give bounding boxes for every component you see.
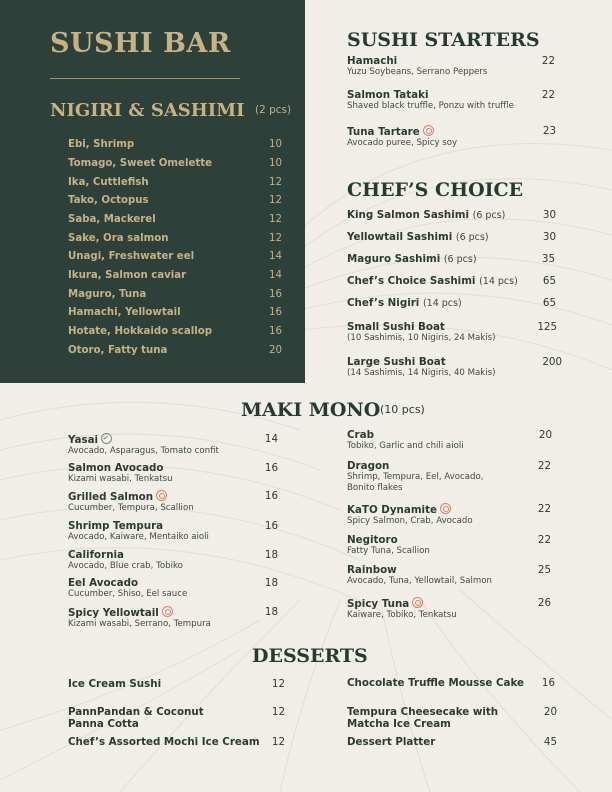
item-name: Hotate, Hokkaido scallop [68,326,212,337]
item-desc: Kizami wasabi, Tenkatsu [68,474,173,484]
item-name: Saba, Mackerel [68,214,156,225]
starter-item [347,89,555,112]
item-qty: (14 pcs) [422,298,462,309]
item-desc: Avocado, Blue crab, Tobiko [68,561,183,571]
chefs-choice-item [347,321,557,344]
page-title: SUSHI BAR [50,28,231,59]
item-name: Dessert Platter [347,736,436,748]
item-name: Dragon [347,460,390,472]
item-price: 12 [269,214,282,225]
item-name: Chef’s Assorted Mochi Ice Cream [68,736,260,748]
item-price: 16 [269,289,282,300]
chefs-choice-item [347,356,562,379]
item-price: 45 [543,736,557,748]
item-price: 200 [542,356,562,368]
item-name: Ikura, Salmon caviar [68,270,187,281]
item-price: 20 [269,345,282,356]
item-price: 14 [264,433,278,445]
item-price: 22 [537,460,551,472]
item-price: 22 [537,503,551,515]
item-desc: Cucumber, Shiso, Eel sauce [68,589,188,599]
maki-item [347,429,552,452]
item-desc: Shrimp, Tempura, Eel, Avocado, [347,472,484,482]
item-name: Salmon Avocado [68,462,164,474]
item-name: PannPandan & Coconut [68,706,204,718]
item-price: 18 [264,549,278,561]
spicy-roll-icon [162,606,173,617]
item-price: 10 [269,139,282,150]
nigiri-item [68,214,282,225]
maki-item [68,433,278,457]
nigiri-item [68,158,282,169]
item-price: 26 [537,597,551,609]
maki-section-title: MAKI MONO [241,399,381,421]
item-price: 16 [264,520,278,532]
item-price: 22 [541,55,555,67]
item-name: Eel Avocado [68,577,139,589]
item-desc: Cucumber, Tempura, Scallion [68,503,194,513]
item-desc: Avocado, Asparagus, Tomato confit [68,446,219,456]
item-price: 12 [271,706,285,718]
item-name: Sake, Ora salmon [68,233,169,244]
item-name: Spicy Yellowtail [68,607,159,619]
item-name-line2: Panna Cotta [68,718,139,730]
item-desc: Yuzu Soybeans, Serrano Peppers [347,67,488,77]
item-name: Ice Cream Sushi [68,678,162,690]
vegetarian-icon [101,433,112,444]
item-desc: Kizami wasabi, Serrano, Tempura [68,619,211,629]
item-name: Chocolate Truffle Mousse Cake [347,677,525,689]
item-desc: Shaved black truffle, Ponzu with truffle [347,101,514,111]
item-price: 22 [537,534,551,546]
chefs-choice-item [347,231,556,243]
item-name: Tomago, Sweet Omelette [68,158,213,169]
nigiri-item [68,251,282,262]
item-price: 20 [538,429,552,441]
item-name: Salmon Tataki [347,89,429,101]
item-price: 14 [269,251,282,262]
maki-item [347,503,551,527]
nigiri-item [68,195,282,206]
item-price: 12 [271,678,285,690]
item-desc: Avocado, Kaiware, Mentaiko aioli [68,532,209,542]
item-desc: Kaiware, Tobiko, Tenkatsu [347,610,457,620]
item-name: Large Sushi Boat [347,356,446,368]
nigiri-item [68,326,282,337]
item-name: Ika, Cuttlefish [68,177,149,188]
maki-item [68,520,278,543]
item-name: Yasai [68,434,99,446]
chefs-choice-item [347,275,556,287]
item-name: Crab [347,429,374,441]
item-desc: Fatty Tuna, Scallion [347,546,430,556]
spicy-roll-icon [156,490,167,501]
item-name: Tako, Octopus [68,195,149,206]
item-name: Negitoro [347,534,398,546]
item-desc: (10 Sashimis, 10 Nigiris, 24 Makis) [347,333,496,343]
item-price: 25 [537,564,551,576]
item-price: 65 [542,297,556,309]
item-name: King Salmon Sashimi [347,209,470,221]
maki-item [68,490,278,514]
item-name: Tuna Tartare [347,126,420,138]
item-price: 14 [269,270,282,281]
item-price: 12 [271,736,285,748]
item-desc: Spicy Salmon, Crab, Avocado [347,516,473,526]
spicy-roll-icon [440,503,451,514]
item-price: 22 [541,89,555,101]
item-price: 30 [542,209,556,221]
item-price: 35 [541,253,555,265]
chefs-choice-item [347,297,556,309]
nigiri-item [68,139,282,150]
maki-item [68,577,278,600]
nigiri-item [68,177,282,188]
item-price: 125 [537,321,557,333]
item-name: Unagi, Freshwater eel [68,251,195,262]
nigiri-item [68,233,282,244]
spicy-roll-icon [423,125,434,136]
item-price: 10 [269,158,282,169]
item-name: Chef’s Choice Sashimi [347,275,476,287]
nigiri-item [68,307,282,318]
item-qty: (6 pcs) [472,210,506,221]
item-name: Small Sushi Boat [347,321,445,333]
item-price: 16 [541,677,555,689]
maki-item [68,549,278,572]
maki-item [347,597,551,621]
item-name: Rainbow [347,564,397,576]
item-name: Tempura Cheesecake with [347,706,499,718]
dessert-item [347,706,557,730]
nigiri-section-title: NIGIRI & SASHIMI [50,100,245,121]
maki-item [347,460,551,493]
item-price: 16 [269,307,282,318]
item-price: 18 [264,577,278,589]
item-price: 65 [542,275,556,287]
dessert-item [347,736,557,748]
item-name: Maguro, Tuna [68,289,147,300]
item-name: Shrimp Tempura [68,520,164,532]
item-price: 23 [542,125,556,137]
item-price: 20 [543,706,557,718]
item-name-line2: Matcha Ice Cream [347,718,451,730]
item-price: 16 [264,490,278,502]
item-desc: Avocado, Tuna, Yellowtail, Salmon [347,576,492,586]
title-divider [50,78,240,79]
starter-item [347,55,555,78]
item-price: 18 [264,606,278,618]
maki-item [347,534,551,557]
item-name: California [68,549,125,561]
dessert-item [68,736,285,748]
item-name: Otoro, Fatty tuna [68,345,168,356]
desserts-section-title: DESSERTS [252,645,368,667]
item-name: Hamachi [347,55,398,67]
nigiri-item [68,345,282,356]
dessert-item [68,706,285,730]
item-price: 12 [269,177,282,188]
spicy-roll-icon [412,597,423,608]
item-qty: (14 pcs) [479,276,518,287]
dessert-item [347,677,555,689]
maki-item [347,564,551,587]
dessert-item [68,678,285,690]
item-name: Maguro Sashimi [347,253,441,265]
item-name: Grilled Salmon [68,491,154,503]
item-desc: Tobiko, Garlic and chili aioli [347,441,464,451]
item-name: Ebi, Shrimp [68,139,135,150]
item-name: Chef’s Nigiri [347,297,420,309]
item-desc-line2: Bonito flakes [347,482,403,493]
item-desc: Avocado puree, Spicy soy [347,138,458,148]
nigiri-item [68,289,282,300]
item-qty: (6 pcs) [443,254,477,265]
maki-item [68,606,278,630]
chefs-choice-item [347,209,556,221]
item-name: Spicy Tuna [347,598,410,610]
maki-section-note: (10 pcs) [380,403,425,416]
item-price: 12 [269,233,282,244]
item-desc: (14 Sashimis, 14 Nigiris, 40 Makis) [347,368,496,378]
item-price: 12 [269,195,282,206]
nigiri-item [68,270,282,281]
starters-section-title: SUSHI STARTERS [347,29,540,51]
starter-item [347,125,556,149]
item-price: 16 [269,326,282,337]
chefs-choice-section-title: CHEF’S CHOICE [347,179,524,201]
item-price: 16 [264,462,278,474]
item-price: 30 [542,231,556,243]
item-name: Yellowtail Sashimi [347,231,453,243]
chefs-choice-item [347,253,555,265]
nigiri-section-note: (2 pcs) [255,104,292,116]
item-qty: (6 pcs) [455,232,489,243]
item-name: Hamachi, Yellowtail [68,307,181,318]
item-name: KaTO Dynamite [347,504,437,516]
maki-item [68,462,278,485]
